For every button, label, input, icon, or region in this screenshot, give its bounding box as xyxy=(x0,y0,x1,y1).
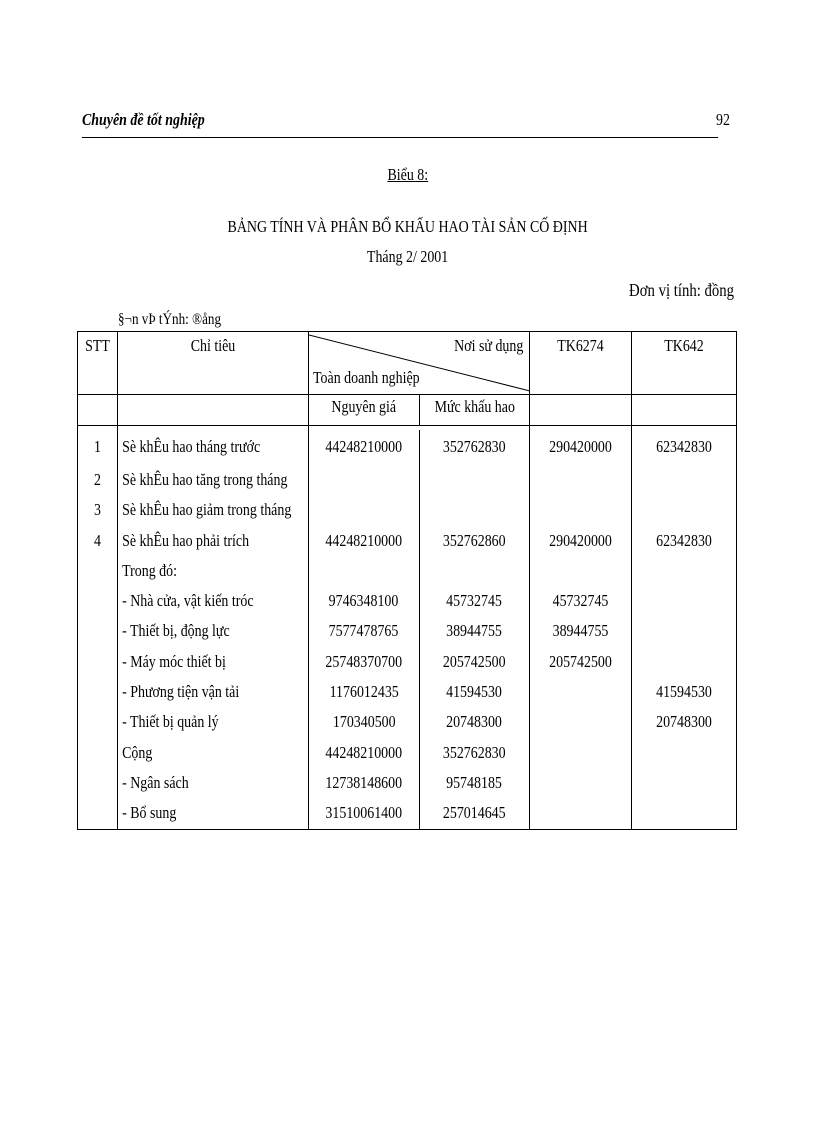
subheader-empty-tk6274 xyxy=(530,395,632,426)
cell-stt: 3 xyxy=(78,495,118,525)
cell-tk642 xyxy=(632,737,737,767)
cell-tk642: 41594530 xyxy=(632,677,737,707)
cell-label: Cộng xyxy=(118,737,309,767)
header-muc-khau-hao: Mức khấu hao xyxy=(434,397,515,416)
subheader-empty-label xyxy=(118,395,309,426)
cell-split xyxy=(309,647,530,677)
cell-split xyxy=(309,426,530,465)
cell-label: - Thiết bị quản lý xyxy=(118,707,309,737)
cell-muc-khau-hao: 95748185 xyxy=(446,772,503,792)
cell-nguyen-gia: 31510061400 xyxy=(309,798,420,829)
cell-split xyxy=(309,677,530,707)
cell-muc-khau-hao: 352762860 xyxy=(442,530,506,550)
cell-tk6274 xyxy=(530,707,632,737)
cell-label: Sè khÊu hao phải trích xyxy=(118,525,309,555)
cell-split xyxy=(309,586,530,616)
cell-tk642 xyxy=(632,465,737,495)
cell-muc-khau-hao: 205742500 xyxy=(442,651,506,671)
cell-tk6274 xyxy=(530,768,632,798)
cell-muc-khau-hao: 41594530 xyxy=(446,682,503,702)
table-caption-text: Biểu 8: xyxy=(387,165,429,184)
table-row xyxy=(78,495,737,525)
cell-tk642: 20748300 xyxy=(632,707,737,737)
header-rule xyxy=(82,137,718,138)
cell-muc-khau-hao: 38944755 xyxy=(446,621,503,641)
table-row xyxy=(78,525,737,555)
cell-tk642 xyxy=(632,798,737,829)
cell-nguyen-gia: 1176012435 xyxy=(309,677,420,707)
cell-nguyen-gia: 170340500 xyxy=(309,707,420,737)
page-number: 92 xyxy=(716,110,730,129)
cell-tk6274 xyxy=(530,556,632,586)
cell-label: Sè khÊu hao tháng trước xyxy=(118,426,309,465)
cell-muc-khau-hao: 257014645 xyxy=(442,803,506,823)
table-row xyxy=(78,616,737,646)
table-subheader-row xyxy=(78,395,737,426)
header-diagonal-cell xyxy=(309,332,530,395)
cell-split xyxy=(309,798,530,829)
table-row xyxy=(78,426,737,465)
cell-tk642 xyxy=(632,586,737,616)
cell-stt xyxy=(78,707,118,737)
cell-label: - Bổ sung xyxy=(118,798,309,829)
cell-label: - Ngân sách xyxy=(118,768,309,798)
table-row xyxy=(78,556,737,586)
cell-muc-khau-hao: 352762830 xyxy=(442,742,506,762)
cell-tk642 xyxy=(632,768,737,798)
table-row xyxy=(78,798,737,829)
table-header-row xyxy=(78,332,737,395)
cell-nguyen-gia xyxy=(309,495,420,525)
cell-muc-khau-hao xyxy=(420,465,530,495)
header-chi-tieu: Chỉ tiêu xyxy=(118,332,309,395)
cell-stt xyxy=(78,677,118,707)
cell-stt xyxy=(78,798,118,829)
cell-split xyxy=(309,768,530,798)
cell-split xyxy=(309,465,530,495)
cell-split xyxy=(309,737,530,767)
cell-tk642 xyxy=(632,616,737,646)
table-row xyxy=(78,586,737,616)
header-toan-doanh-nghiep: Toàn doanh nghiệp xyxy=(313,368,420,387)
subheader-empty-stt xyxy=(78,395,118,426)
document-title xyxy=(0,217,816,237)
cell-label: - Máy móc thiết bị xyxy=(118,647,309,677)
cell-tk6274: 38944755 xyxy=(530,616,632,646)
cell-stt xyxy=(78,616,118,646)
cell-tk642 xyxy=(632,556,737,586)
document-subtitle xyxy=(0,247,816,267)
document-subtitle-text: Tháng 2/ 2001 xyxy=(367,247,449,266)
cell-tk6274: 290420000 xyxy=(530,525,632,555)
table-row xyxy=(78,465,737,495)
cell-nguyen-gia xyxy=(309,465,420,495)
cell-split xyxy=(309,525,530,555)
table-row xyxy=(78,647,737,677)
cell-tk642 xyxy=(632,647,737,677)
cell-stt: 1 xyxy=(78,426,118,465)
cell-label: Sè khÊu hao tăng trong tháng xyxy=(118,465,309,495)
cell-tk6274 xyxy=(530,465,632,495)
cell-muc-khau-hao: 20748300 xyxy=(446,712,503,732)
cell-label: - Nhà cửa, vật kiến tróc xyxy=(118,586,309,616)
document-title-text: BẢNG TÍNH VÀ PHÂN BỔ KHẤU HAO TÀI SẢN CỐ ĐỊNH xyxy=(227,217,589,236)
cell-label: - Phương tiện vận tải xyxy=(118,677,309,707)
cell-label: - Thiết bị, động lực xyxy=(118,616,309,646)
table-row xyxy=(78,737,737,767)
cell-muc-khau-hao: 45732745 xyxy=(446,591,503,611)
cell-tk6274: 290420000 xyxy=(530,426,632,465)
cell-tk6274 xyxy=(530,677,632,707)
cell-tk642 xyxy=(632,495,737,525)
cell-tk642: 62342830 xyxy=(632,426,737,465)
cell-tk6274 xyxy=(530,495,632,525)
cell-split xyxy=(309,495,530,525)
cell-muc-khau-hao: 352762830 xyxy=(442,437,506,457)
cell-muc-khau-hao xyxy=(420,495,530,525)
table-row xyxy=(78,677,737,707)
cell-nguyen-gia: 44248210000 xyxy=(309,430,420,465)
cell-split xyxy=(309,616,530,646)
cell-stt: 4 xyxy=(78,525,118,555)
header-tk6274: TK6274 xyxy=(530,332,632,395)
cell-split xyxy=(309,556,530,586)
unit-label: Đơn vị tính: đồng xyxy=(629,280,734,300)
cell-tk6274 xyxy=(530,737,632,767)
cell-nguyen-gia xyxy=(309,556,420,586)
cell-stt xyxy=(78,737,118,767)
cell-stt xyxy=(78,586,118,616)
table-row xyxy=(78,707,737,737)
cell-nguyen-gia: 7577478765 xyxy=(309,616,420,646)
cell-nguyen-gia: 25748370700 xyxy=(309,647,420,677)
cell-nguyen-gia: 12738148600 xyxy=(309,768,420,798)
page-header-left: Chuyên đề tốt nghiệp xyxy=(82,110,205,129)
subheader-split xyxy=(309,395,530,426)
cell-label: Trong đó: xyxy=(118,556,309,586)
header-noi-su-dung: Nơi sử dụng xyxy=(453,336,523,355)
cell-tk642: 62342830 xyxy=(632,525,737,555)
table-caption xyxy=(0,165,816,185)
cell-tk6274 xyxy=(530,798,632,829)
cell-stt xyxy=(78,768,118,798)
cell-stt xyxy=(78,556,118,586)
cell-tk6274: 45732745 xyxy=(530,586,632,616)
header-nguyen-gia: Nguyên giá xyxy=(309,395,420,425)
cell-nguyen-gia: 44248210000 xyxy=(309,737,420,767)
cell-stt xyxy=(78,647,118,677)
table-row xyxy=(78,768,737,798)
cell-nguyen-gia: 9746348100 xyxy=(309,586,420,616)
cell-split xyxy=(309,707,530,737)
cell-tk6274: 205742500 xyxy=(530,647,632,677)
depreciation-table xyxy=(77,331,737,830)
header-tk642: TK642 xyxy=(632,332,737,395)
cell-muc-khau-hao xyxy=(420,556,530,586)
header-stt: STT xyxy=(78,332,118,395)
cell-nguyen-gia: 44248210000 xyxy=(309,525,420,555)
cell-label: Sè khÊu hao giảm trong tháng xyxy=(118,495,309,525)
units-note-garbled: §¬n vÞ tÝnh: ®ång xyxy=(118,311,222,328)
subheader-empty-tk642 xyxy=(632,395,737,426)
cell-stt: 2 xyxy=(78,465,118,495)
